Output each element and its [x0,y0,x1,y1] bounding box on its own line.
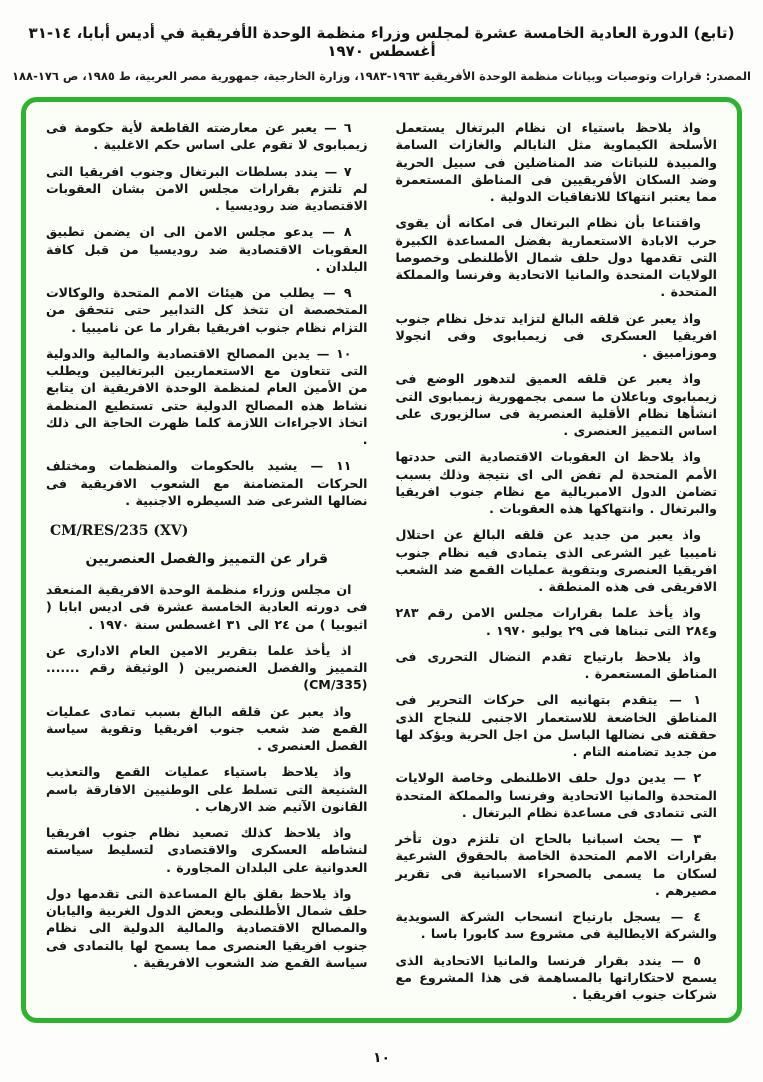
paragraph-numbered-item: ١٠ — يدين المصالح الاقتصادية والمالية والدولية التى تتعاون مع الاستعماريين البرتغاليين ويطلب من الأمين العام لمنظمة الوحدة الافريقية ان يتابع نشاط هذه المصالح الدولية حتى تستطيع المنظمة اتخاذ الاجراءات اللازمة كلما ظهرت الحاجة الى ذلك . [46,345,368,447]
paragraph-preamble: واذ يلاحظ باستياء عمليات القمع والتعذيب الشنيعة التى تسلط على الوطنيين الافارقة باسم القانون الآثيم ضد الارهاب . [46,764,368,814]
header-source-citation: المصدر: قرارات وتوصيات وبيانات منظمة الوحدة الأفريقية ١٩٦٣-١٩٨٣، وزارة الخارجية، جمهورية مصر العربية، ط ١٩٨٥، ص ١٧٦-١٨٨ [12,69,751,83]
column-right [382,102,738,1018]
page-number: ١٠ [372,1050,391,1066]
paragraph-numbered-item: ٤ — يسجل بارتياح انسحاب الشركة السويدية والشركة الايطالية فى مشروع سد كابورا باسا . [395,909,717,942]
header-session-title: (تابع) الدورة العادية الخامسة عشرة لمجلس وزراء منظمة الوحدة الأفريقية في أديس أبابا، ١٤-٣١ أغسطس ١٩٧٠ [28,24,735,60]
paragraph-preamble: واذ يلاحظ باستياء ان نظام البرتغال يستعمل الأسلحة الكيماوية مثل النابالم والغازات السامة والمبيدة للنباتات ضد المناضلين فى سبيل الحرية وضد السكان الأفريقيين فى المناطق المستعمرة مما يعتبر انتهاكا للاتفاقيات الدولية . [395,120,717,204]
paragraph-preamble: ان مجلس وزراء منظمة الوحدة الافريقية المنعقد فى دورته العادية الخامسة عشرة فى اديس ابابا ( اثيوبيا ) من ٢٤ الى ٣١ اغسطس سنة ١٩٧٠ . [46,582,368,632]
paragraph-preamble: واذ يلاحظ ان العقوبات الاقتصادية التى حددتها الأمم المتحدة لم تفض الى اى نتيجة وذلك بسبب تضامن الدول الامبريالية مع نظام جنوب افريقيا والبرتغال . وانتهاكها هذه العقوبات . [395,449,717,516]
paragraph-numbered-item: ٢ — يدين دول حلف الاطلنطى وخاصة الولايات المتحدة والمانيا الاتحادية وفرنسا والمملكة المتحدة التى تتمادى فى مساعدة نظام البرتغال . [395,770,717,820]
paragraph-preamble: واذ يأخذ علما بقرارات مجلس الامن رقم ٢٨٣ و٢٨٤ التى تبناها فى ٢٩ يوليو ١٩٧٠ . [395,605,717,638]
paragraph-numbered-item: ٣ — يحث اسبانيا بالحاح ان تلتزم دون تأخر بقرارات الامم المتحدة الخاصة بالحقوق الشرعية لسكان ما يسمى بالصحراء الاسبانية فى تقرير مصيرهم . [395,831,717,898]
paragraph-numbered-item: ٧ — يندد بسلطات البرتغال وجنوب افريقيا التى لم تلتزم بقرارات مجلس الامن بشان العقوبات الاقتصادية ضد روديسيا . [46,163,368,213]
paragraph-numbered-item: ٨ — يدعو مجلس الامن الى ان يضمن تطبيق العقوبات الاقتصادية ضد روديسيا من قبل كافة البلدان . [46,224,368,274]
paragraph-numbered-item: ١١ — يشيد بالحكومات والمنظمات ومختلف الحركات المتضامنة مع الشعوب الافريقية فى نضالها الشرعى ضد السيطره الاجنبية . [46,458,368,508]
green-frame [21,97,742,1023]
paragraph-numbered-item: ١ — يتقدم بتهانيه الى حركات التحرير فى المناطق الخاضعة للاستعمار الاجنبى للنجاح الذى حققته فى نضالها الباسل من اجل الحرية ويؤكد لها من جديد تضامنه التام . [395,692,717,759]
paragraph-preamble: واذ يلاحظ كذلك تصعيد نظام جنوب افريقيا لنشاطه العسكرى والاقتصادى لتسليط سياسته العدوانية على البلدان المجاورة . [46,825,368,875]
paragraph-preamble: واذ يعبر عن قلقه البالغ لتزايد تدخل نظام جنوب افريقيا العسكرى فى زيمبابوى وفى انجولا وموزامبيق . [395,310,717,360]
paragraph-preamble: واذ يلاحظ بارتياح تقدم النضال التحررى فى المناطق المستعمرة . [395,648,717,681]
paragraph-preamble: واقتناعا بأن نظام البرتغال فى امكانه أن يقوى حرب الابادة الاستعمارية بفضل المساعدة الكبيرة التى تقدمها دول حلف شمال الأطلنطى وخصوصا الولايات المتحدة والمانيا الاتحادية وفرنسا والمملكة المتحدة . [395,215,717,300]
page-header [0,24,763,83]
paragraph-preamble: واذ يعبر عن قلقه العميق لتدهور الوضع فى زيمبابوى وباعلان ما سمى بجمهورية زيمبابوى التى انشأها نظام الأقلية العنصرية فى سالزيورى على اساس التمييز العنصرى . [395,371,717,438]
paragraph-preamble: اذ يأخذ علما بتقرير الامين العام الادارى عن التمييز والفصل العنصريين ( الوثيقة رقم ....... (CM/335) [46,642,368,693]
resolution-reference: CM/RES/235 (XV) [50,523,189,539]
paragraph-preamble: واذ يلاحظ بقلق بالغ المساعدة التى تقدمها دول حلف شمال الأطلنطى وبعض الدول الغربية واليابان والمصالح الاقتصادية والمالية الدولية الى نظام جنوب افريقيا العنصرى مما يسمح لها بالتمادى فى سياسة القمع ضد الشعوب الافريقية . [46,885,368,970]
paragraph-preamble: واذ يعبر من جديد عن قلقه البالغ عن احتلال ناميبيا غير الشرعى الذى يتمادى فيه نظام جنوب افريقيا العنصرى وبتقوية عمليات القمع ضد الشعب الافريقى فى هذه المنطقة . [395,527,717,594]
paragraph-numbered-item: ٦ — يعبر عن معارضته القاطعة لأية حكومة فى زيمبابوى لا تقوم على اساس حكم الاغلبية . [46,120,368,153]
paragraph-numbered-item: ٥ — يندد بقرار فرنسا والمانيا الاتحادية الذى يسمح لاحتكاراتها بالمساهمة فى هذا المشروع مع شركات جنوب افريقيا . [395,952,717,1002]
paragraph-numbered-item: ٩ — يطلب من هيئات الامم المتحدة والوكالات المتخصصة ان تتخذ كل التدابير حتى تتحقق من التزام نظام جنوب افريقيا بقرار ما عن ناميبيا . [46,285,368,335]
paragraph-preamble: واذ يعبر عن قلقه البالغ بسبب تمادى عمليات القمع ضد شعب جنوب افريقيا وتقوية سياسة الفصل العنصرى . [46,703,368,753]
column-left [26,102,382,1018]
resolution-title: قرار عن التمييز والفصل العنصريين [85,551,329,567]
